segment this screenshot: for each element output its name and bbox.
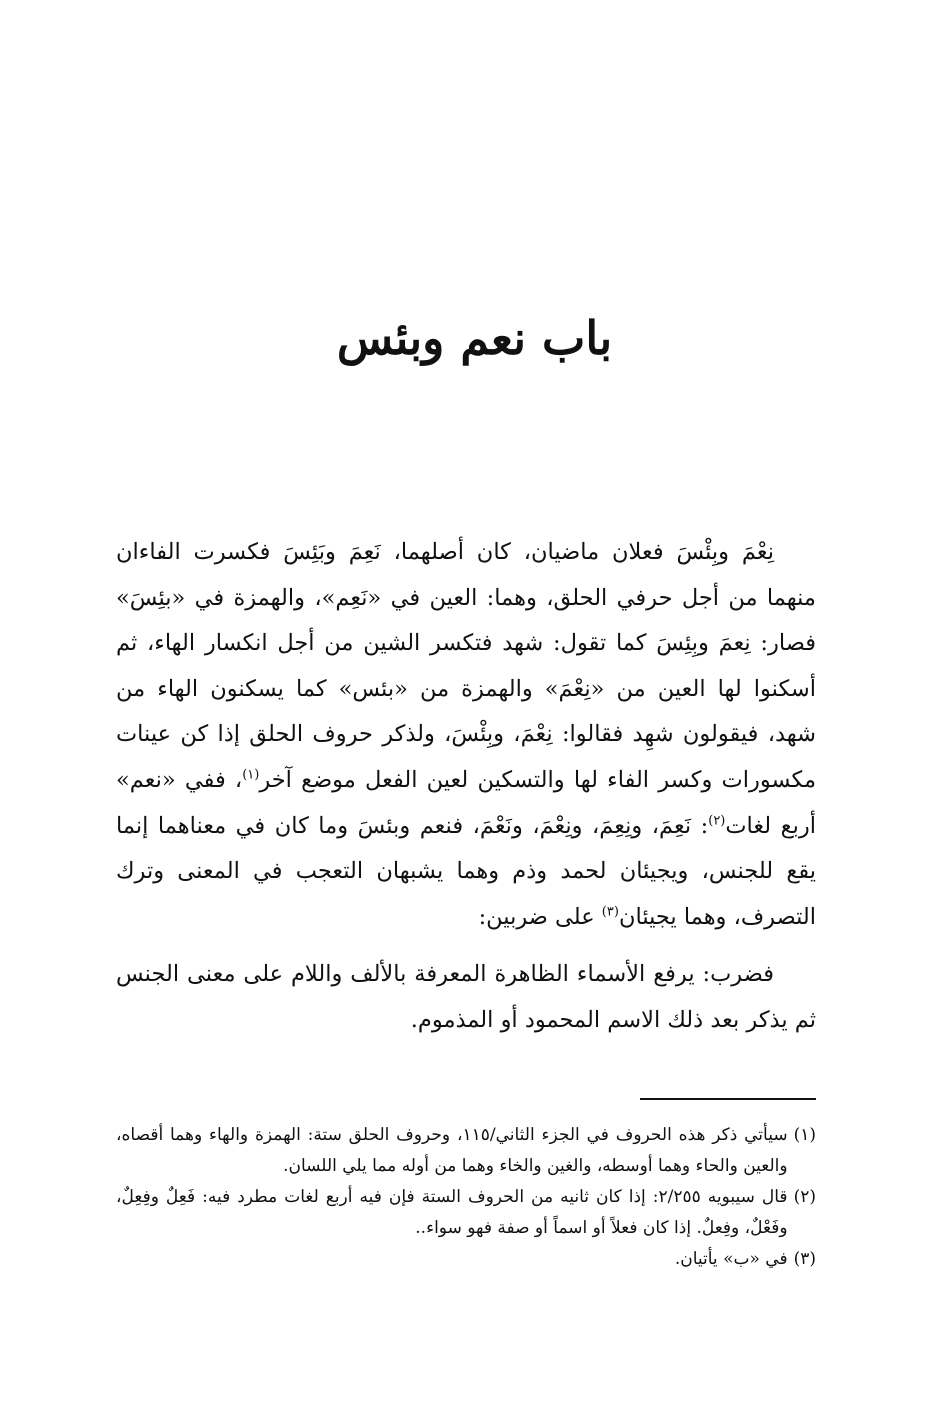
footnote-text: قال سيبويه ٢/٢٥٥: إذا كان ثانيه من الحروف الستة فإن فيه أربع لغات مطرد فيه: فَعِلٌ وفِعِلٌ، وفَعْلٌ، وفِعلٌ. إذا كان فعلاً أو اسماً أو صفة فهو سواء.. [116, 1187, 788, 1238]
footnote-number: (٢) [793, 1187, 816, 1207]
paragraph-1 [116, 530, 816, 940]
footnote-text: في «ب» يأتيان. [674, 1249, 788, 1269]
paragraph-1-text-c: : نَعِمَ، ونِعِمَ، ونِعْمَ، ونَعْمَ، فنعم وبئسَ وما كان في معناهما إنما يقع للجنس، ويجيئان لحمد وذم وهما يشبهان التعجب في المعنى وترك التصرف، وهما يجيئان [116, 812, 816, 930]
footnote-2 [116, 1182, 816, 1244]
paragraph-1-text-b: ، ففي «نعم» أربع لغات [116, 766, 816, 839]
footnote-number: (٣) [793, 1249, 816, 1269]
main-text [116, 530, 816, 1044]
footnote-divider [640, 1098, 816, 1100]
footnote-ref-2: (٢) [708, 813, 726, 829]
footnote-ref-1: (١) [242, 767, 260, 783]
footnote-text: سيأتي ذكر هذه الحروف في الجزء الثاني/١١٥، وحروف الحلق ستة: الهمزة والهاء وهما أقصاه، والعين والحاء وهما أوسطه، والغين والخاء وهما من أوله مما يلي اللسان. [116, 1125, 788, 1176]
paragraph-2: فضرب: يرفع الأسماء الظاهرة المعرفة بالألف واللام على معنى الجنس ثم يذكر بعد ذلك الاسم المحمود أو المذموم. [116, 961, 816, 1033]
footnote-3 [116, 1244, 816, 1275]
paragraph-1-text-a: نِعْمَ وبِئْسَ فعلان ماضيان، كان أصلهما، نَعِمَ وبَئِسَ فكسرت الفاءان منهما من أجل حرفي الحلق، وهما: العين في «نَعِم»، والهمزة في «بئِسَ» فصار: نِعمَ وبِئِسَ كما تقول: شهد فتكسر الشين من أجل انكسار الهاء، ثم أسكنوا لها العين من «نِعْمَ» والهمزة من «بئس» كما يسكنون الهاء من شهد، فيقولون شهِد فقالوا: نِعْمَ، وبِئْسَ، ولذكر حروف الحلق إذا كن عينات مكسورات وكسر الفاء لها والتسكين لعين الفعل موضع آخر [116, 539, 816, 793]
footnote-ref-3: (٣) [601, 904, 619, 920]
footnotes [116, 1120, 816, 1275]
footnote-1 [116, 1120, 816, 1182]
chapter-title: باب نعم وبئس [336, 311, 613, 365]
footnote-number: (١) [793, 1125, 816, 1145]
paragraph-1-text-d: على ضربين: [478, 903, 602, 930]
